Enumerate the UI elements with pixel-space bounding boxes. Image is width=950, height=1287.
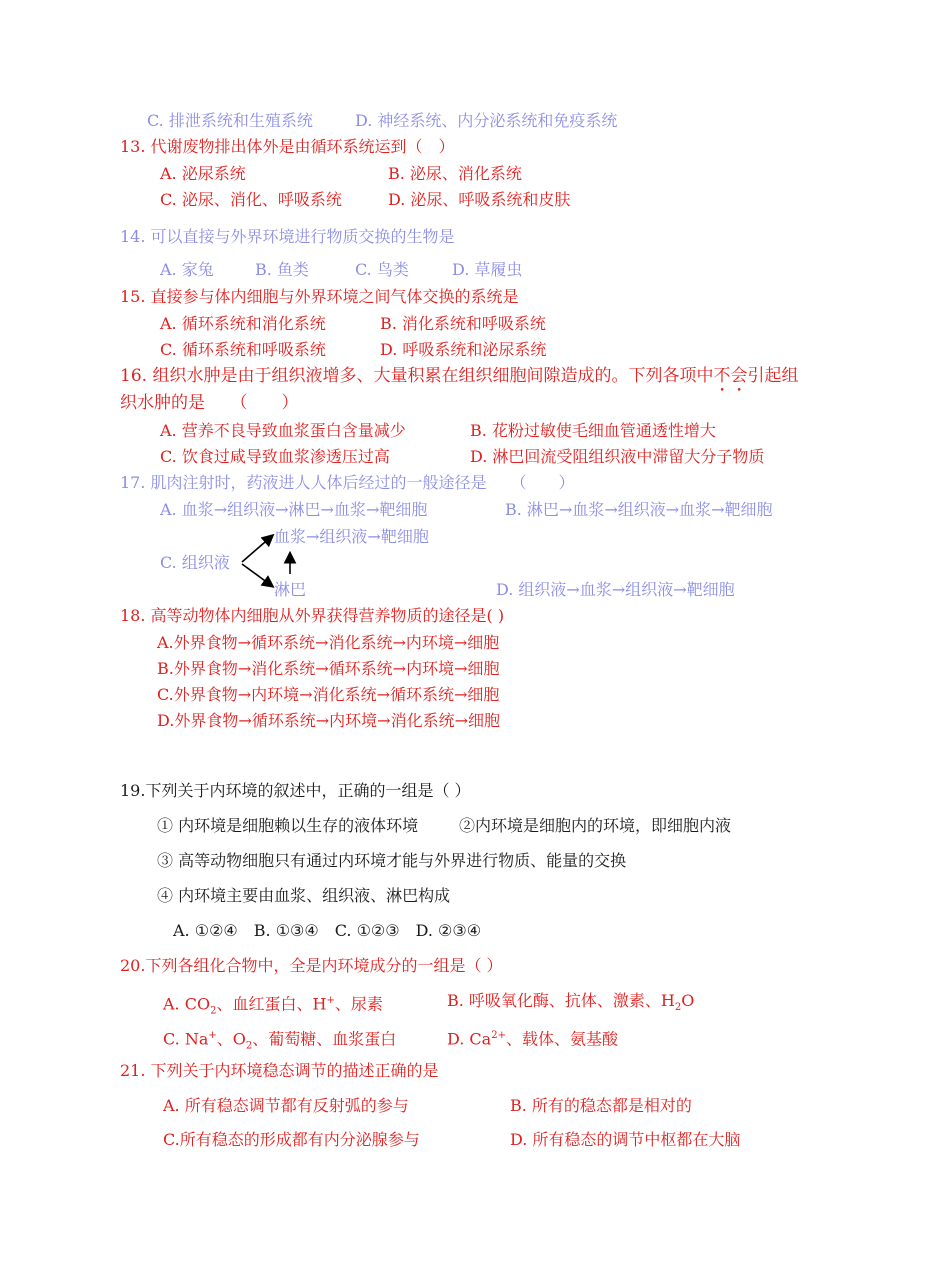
q20-option-c (163, 1026, 396, 1057)
q21-option-b: B. 所有的稳态都是相对的 (510, 1096, 692, 1115)
q16-option-d: D. 淋巴回流受阻组织液中滞留大分子物质 (470, 447, 765, 466)
q20-b-text2: O (681, 991, 695, 1010)
q17-c-top: 血浆→组织液→靶细胞 (274, 527, 429, 546)
q14-option-d: D. 草履虫 (452, 260, 523, 279)
q15-option-c: C. 循环系统和呼吸系统 (160, 340, 326, 359)
q19-statement-4: ④ 内环境主要由血浆、组织液、淋巴构成 (157, 886, 451, 905)
q17-c-label: C. 组织液 (160, 553, 230, 572)
q16-stem-part1: 16. 组织水肿是由于组织液增多、大量积累在组织细胞间隙造成的。下列各项中 (120, 366, 714, 386)
q18-option-b: B.外界食物→消化系统→循环系统→内环境→细胞 (157, 659, 500, 678)
q19-stem: 19.下列关于内环境的叙述中，正确的一组是（ ） (120, 781, 471, 800)
q14-option-a: A. 家兔 (160, 260, 214, 279)
q14-option-c: C. 鸟类 (355, 260, 409, 279)
q18-stem: 18. 高等动物体内细胞从外界获得营养物质的途径是( ) (120, 606, 505, 625)
q19-statement-1: ① 内环境是细胞赖以生存的液体环境 (157, 816, 419, 835)
q15-option-b: B. 消化系统和呼吸系统 (380, 314, 546, 333)
q13-option-d: D. 泌尿、呼吸系统和皮肤 (388, 190, 571, 209)
q13-stem: 13. 代谢废物排出体外是由循环系统运到（ ） (120, 137, 455, 156)
q13-option-c: C. 泌尿、消化、呼吸系统 (160, 190, 342, 209)
q16-emphasis: 不会 (713, 366, 748, 386)
q12-option-c: C. 排泄系统和生殖系统 (147, 111, 313, 130)
q18-option-c: C.外界食物→内环境→消化系统→循环系统→细胞 (157, 685, 500, 704)
q17-option-b: B. 淋巴→血浆→组织液→血浆→靶细胞 (505, 500, 773, 519)
q17-option-d: D. 组织液→血浆→组织液→靶细胞 (496, 580, 735, 599)
q20-c-text1: C. Na (163, 1029, 209, 1049)
q20-c-text3: 、葡萄糖、血浆蛋白 (252, 1029, 397, 1049)
q20-option-a (163, 991, 383, 1022)
q20-b-sub: 2 (674, 1002, 682, 1014)
q14-option-b: B. 鱼类 (255, 260, 309, 279)
q21-option-c: C.所有稳态的形成都有内分泌腺参与 (163, 1130, 420, 1149)
q13-option-b: B. 泌尿、消化系统 (388, 164, 522, 183)
q15-option-d: D. 呼吸系统和泌尿系统 (380, 340, 547, 359)
q19-statement-2: ②内环境是细胞内的环境，即细胞内液 (459, 816, 732, 835)
q19-statement-3: ③ 高等动物细胞只有通过内环境才能与外界进行物质、能量的交换 (157, 851, 627, 870)
q20-a-text3: 、尿素 (334, 994, 383, 1014)
q20-a-text1: A. CO (163, 994, 211, 1014)
q17-branch-arrows (238, 530, 298, 590)
q21-option-a: A. 所有稳态调节都有反射弧的参与 (163, 1096, 409, 1115)
q16-stem-line2: 织水肿的是 （ ） (120, 393, 299, 413)
q20-option-d (447, 1026, 618, 1049)
q19-options: A. ①②④ B. ①③④ C. ①②③ D. ②③④ (173, 921, 482, 940)
q15-stem: 15. 直接参与体内细胞与外界环境之间气体交换的系统是 (120, 287, 519, 306)
q20-a-text2: 、血红蛋白、H (216, 994, 327, 1014)
q18-option-d: D.外界食物→循环系统→内环境→消化系统→细胞 (157, 711, 500, 730)
q20-d-text2: 、载体、氨基酸 (505, 1029, 618, 1049)
arrow-down-right (242, 564, 272, 586)
q20-a-sub: 2 (210, 1005, 217, 1017)
q18-option-a: A.外界食物→循环系统→消化系统→内环境→细胞 (157, 633, 500, 652)
q16-option-a: A. 营养不良导致血浆蛋白含量减少 (160, 421, 406, 440)
q21-stem: 21. 下列关于内环境稳态调节的描述正确的是 (120, 1061, 439, 1080)
q20-a-sup: + (326, 995, 335, 1006)
q16-stem-part2: 引起组 (747, 366, 799, 386)
q16-option-b: B. 花粉过敏使毛细血管通透性增大 (470, 421, 716, 440)
q17-option-a: A. 血浆→组织液→淋巴→血浆→靶细胞 (160, 500, 428, 519)
q20-c-sup: + (208, 1030, 217, 1041)
q21-option-d: D. 所有稳态的调节中枢都在大脑 (510, 1130, 741, 1149)
q20-c-text2: 、O (216, 1029, 246, 1049)
q15-option-a: A. 循环系统和消化系统 (160, 314, 326, 333)
q20-d-text1: D. Ca (447, 1029, 492, 1049)
q16-stem-line1 (120, 366, 798, 396)
q17-c-bottom: 淋巴 (274, 580, 307, 599)
q20-c-sub: 2 (245, 1040, 253, 1052)
q16-option-c: C. 饮食过咸导致血浆渗透压过高 (160, 447, 390, 466)
arrow-up-right (242, 536, 272, 562)
q13-option-a: A. 泌尿系统 (160, 164, 246, 183)
q12-option-d: D. 神经系统、内分泌系统和免疫系统 (355, 111, 618, 130)
q20-b-text1: B. 呼吸氧化酶、抗体、激素、H (447, 991, 675, 1010)
q17-stem: 17. 肌肉注射时，药液进人人体后经过的一般途径是 （ ） (120, 473, 575, 492)
q14-stem: 14. 可以直接与外界环境进行物质交换的生物是 (120, 227, 455, 246)
q20-stem: 20.下列各组化合物中，全是内环境成分的一组是（ ） (120, 956, 503, 975)
q20-d-sup: 2+ (491, 1030, 506, 1041)
q20-option-b (447, 991, 694, 1018)
